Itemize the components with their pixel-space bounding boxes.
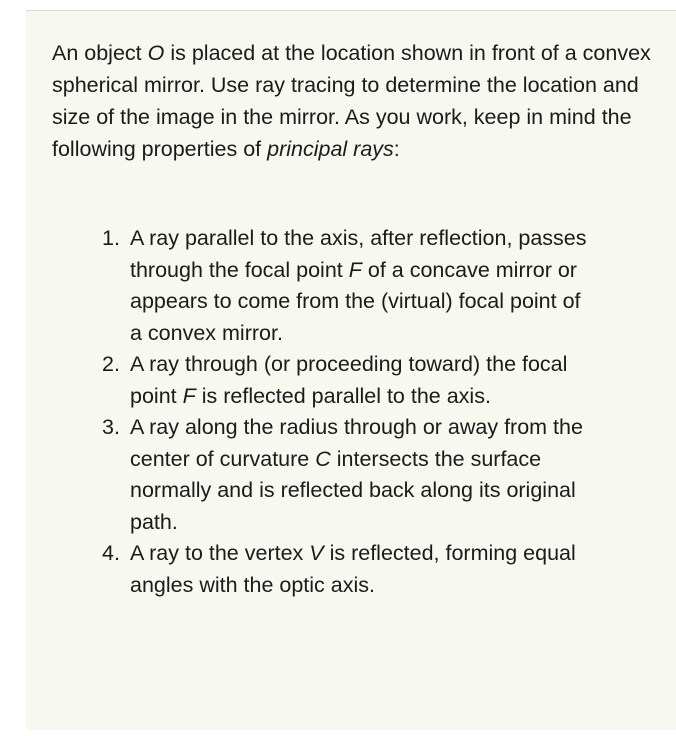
- item-text-2: of a concave mirror or appears to come from the (virtual) focal point of a convex mirror.: [130, 257, 581, 345]
- list-item: [102, 538, 587, 601]
- principal-rays-emphasis: principal rays: [267, 137, 394, 161]
- item-text-2: intersects the surface normally and is reflected back along its original path.: [130, 446, 576, 534]
- item-symbol: C: [315, 446, 331, 471]
- item-symbol: F: [348, 257, 362, 282]
- item-symbol: V: [309, 541, 324, 565]
- item-text-1: A ray along the radius through or away from the center of curvature: [130, 415, 583, 471]
- item-symbol: F: [182, 383, 196, 408]
- item-text-2: is reflected, forming equal angles with the optic axis.: [130, 541, 576, 597]
- item-text-2: is reflected parallel to the axis.: [195, 383, 491, 408]
- intro-text-2: is placed at the location shown in front of a convex spherical mirror. Use ray tracing to determine the location and size of the image in the mirror. As you work, keep in mind the following properties of: [52, 41, 651, 161]
- intro-text-1: An object: [52, 41, 148, 65]
- item-text-1: A ray through (or proceeding toward) the focal point: [130, 352, 568, 408]
- item-text-1: A ray parallel to the axis, after reflection, passes through the focal point: [130, 226, 587, 282]
- object-symbol: O: [147, 41, 165, 65]
- intro-paragraph: [52, 37, 652, 165]
- list-item: [102, 223, 587, 349]
- item-number: 1.: [102, 226, 120, 250]
- intro-text-3: :: [393, 137, 400, 161]
- list-item: [102, 349, 587, 412]
- item-number: 2.: [102, 352, 120, 376]
- list-item: [102, 412, 587, 538]
- item-number: 3.: [102, 415, 120, 439]
- content-panel: [26, 10, 676, 730]
- item-text-1: A ray to the vertex: [130, 541, 310, 565]
- principal-rays-list: [102, 223, 587, 601]
- item-number: 4.: [102, 541, 120, 565]
